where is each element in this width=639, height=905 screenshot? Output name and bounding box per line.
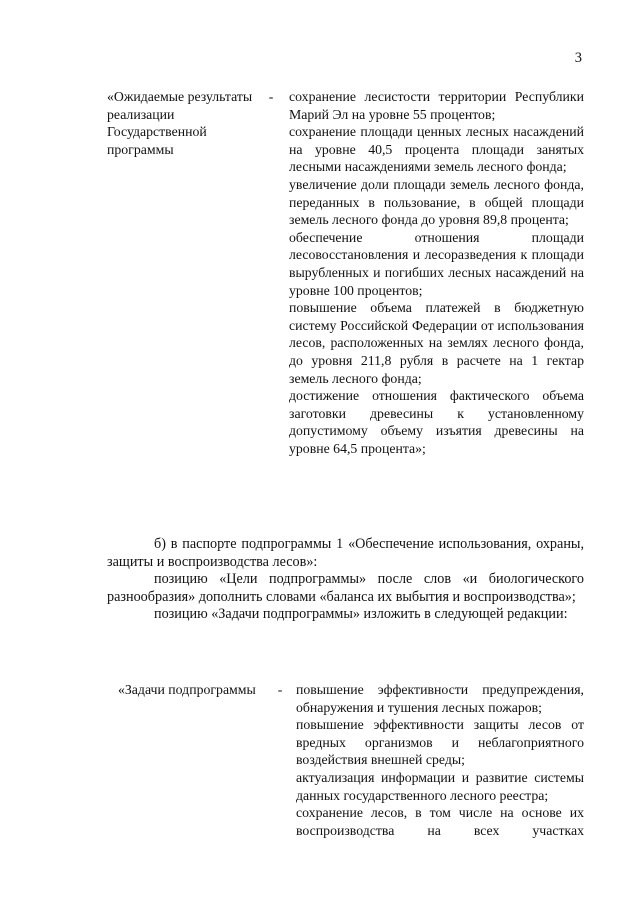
expected-results-row [107,88,584,457]
tasks-dash: - [277,682,283,697]
expected-result-item: достижение отношения фактического объема заготовки древесины к установленному допустимому объему изъятия древесины на уровне 64,5 процента»; [289,388,584,456]
expected-result-item: обеспечение отношения площади лесовосстановления и лесоразведения к площади вырубленных и погибших лесных насаждений на уровне 100 процентов; [289,229,584,298]
paragraph-goals-position: позицию «Цели подпрограммы» после слов «и биологического разнообразия» дополнить словами «баланса их выбытия и воспроизводства»; [107,571,584,605]
tasks-list [296,681,584,839]
expected-result-item: увеличение доли площади земель лесного фонда, переданных в пользование, в общей площади земель лесного фонда до уровня 89,8 процента; [289,176,584,228]
expected-result-item: сохранение площади ценных лесных насаждений на уровне 40,5 процента площади занятых лесными насаждениями земель лесного фонда; [289,124,584,175]
tasks-row [118,681,584,839]
task-item: повышение эффективности защиты лесов от вредных организмов и неблагоприятного воздействия внешней среды; [296,717,584,768]
expected-results-label: «Ожидаемые результаты реализации Государственной программы [107,89,253,157]
paragraph-tasks-position: позицию «Задачи подпрограммы» изложить в следующей редакции: [154,606,568,623]
expected-results-section [107,88,584,457]
expected-result-item: повышение объема платежей в бюджетную систему Российской Федерации от использования лесов, расположенных на землях лесного фонда, до уровня 211,8 рубля в расчете на 1 гектар земель лесного фонда; [289,300,584,386]
tasks-section [118,681,584,839]
page-number: 3 [574,50,582,66]
expected-results-list [289,88,584,457]
task-item: актуализация информации и развитие системы данных государственного лесного реестра; [296,769,584,803]
expected-result-item: сохранение лесистости территории Республики Марий Эл на уровне 55 процентов; [289,89,584,122]
amendment-paragraphs [107,536,584,624]
task-item: сохранение лесов, в том числе на основе их воспроизводства на всех участках [296,805,584,838]
expected-results-dash: - [268,89,274,104]
tasks-label: «Задачи подпрограммы [118,682,256,697]
paragraph-subprogram-passport: б) в паспорте подпрограммы 1 «Обеспечение использования, охраны, защиты и воспроизводства лесов»: [107,536,584,570]
task-item: повышение эффективности предупреждения, обнаружения и тушения лесных пожаров; [296,682,584,715]
